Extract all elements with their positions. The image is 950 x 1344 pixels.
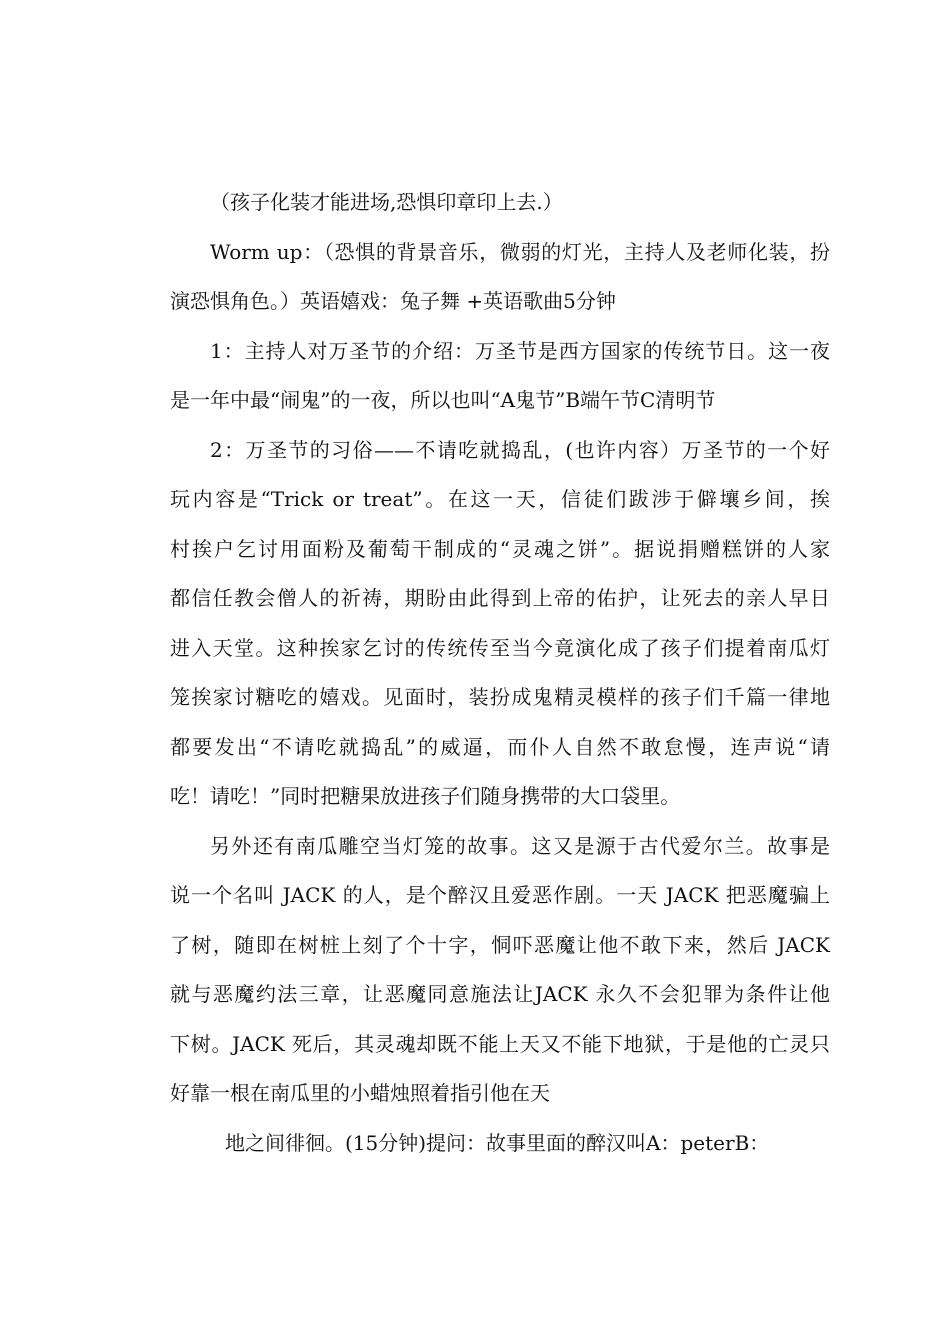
document-body	[130, 178, 830, 1168]
text-line: 是一年中最“闹鬼”的一夜，所以也叫“A鬼节”B端午节C清明节	[170, 388, 716, 412]
text-line: 演恐惧角色。）英语嬉戏：兔子舞 +英语歌曲5分钟	[170, 289, 616, 313]
text-line: 1：主持人对万圣节的介绍：万圣节是西方国家的传统节日。这一夜	[210, 338, 830, 363]
text-line: 说一个名叫 JACK 的人，是个醉汉且爱恶作剧。一天 JACK 把恶魔骗上	[170, 883, 830, 907]
paragraph-question	[130, 1119, 830, 1169]
text-line: 2：万圣节的习俗——不请吃就捣乱，(也许内容）万圣节的一个好	[210, 437, 830, 462]
text-line: 地之间徘徊。(15分钟)提问：故事里面的醉汉叫A：peterB：	[225, 1130, 770, 1155]
text-line: 都要发出“不请吃就捣乱”的威逼，而仆人自然不敢怠慢，连声说“请	[170, 734, 830, 759]
paragraph-halloween-customs	[130, 426, 830, 822]
text-line: （孩子化装才能进场,恐惧印章印上去.）	[210, 190, 563, 214]
paragraph-costume-note	[130, 178, 830, 228]
text-line: 另外还有南瓜雕空当灯笼的故事。这又是源于古代爱尔兰。故事是	[210, 833, 830, 858]
paragraph-jack-lantern-story	[130, 822, 830, 1119]
text-line: 玩内容是“Trick or treat”。在这一天，信徒们跋涉于僻壤乡间，挨	[170, 487, 830, 511]
paragraph-warm-up	[130, 228, 830, 327]
text-line: 了树，随即在树桩上刻了个十字，恫吓恶魔让他不敢下来，然后 JACK	[170, 932, 830, 957]
text-line: Worm up：（恐惧的背景音乐，微弱的灯光，主持人及老师化装，扮	[210, 239, 830, 264]
text-line: 好靠一根在南瓜里的小蜡烛照着指引他在天	[170, 1081, 550, 1105]
text-line: 笼挨家讨糖吃的嬉戏。见面时，装扮成鬼精灵模样的孩子们千篇一律地	[170, 685, 830, 709]
text-line: 就与恶魔约法三章，让恶魔同意施法让JACK 永久不会犯罪为条件让他	[170, 982, 830, 1006]
text-line: 吃！请吃！”同时把糖果放进孩子们随身携带的大口袋里。	[170, 784, 681, 808]
text-line: 村挨户乞讨用面粉及葡萄干制成的“灵魂之饼”。据说捐赠糕饼的人家	[170, 536, 830, 561]
paragraph-halloween-intro	[130, 327, 830, 426]
text-line: 进入天堂。这种挨家乞讨的传统传至当今竟演化成了孩子们提着南瓜灯	[170, 635, 830, 660]
text-line: 都信任教会僧人的祈祷，期盼由此得到上帝的佑护，让死去的亲人早日	[170, 586, 830, 610]
text-line: 下树。JACK 死后，其灵魂却既不能上天又不能下地狱，于是他的亡灵只	[170, 1031, 830, 1056]
